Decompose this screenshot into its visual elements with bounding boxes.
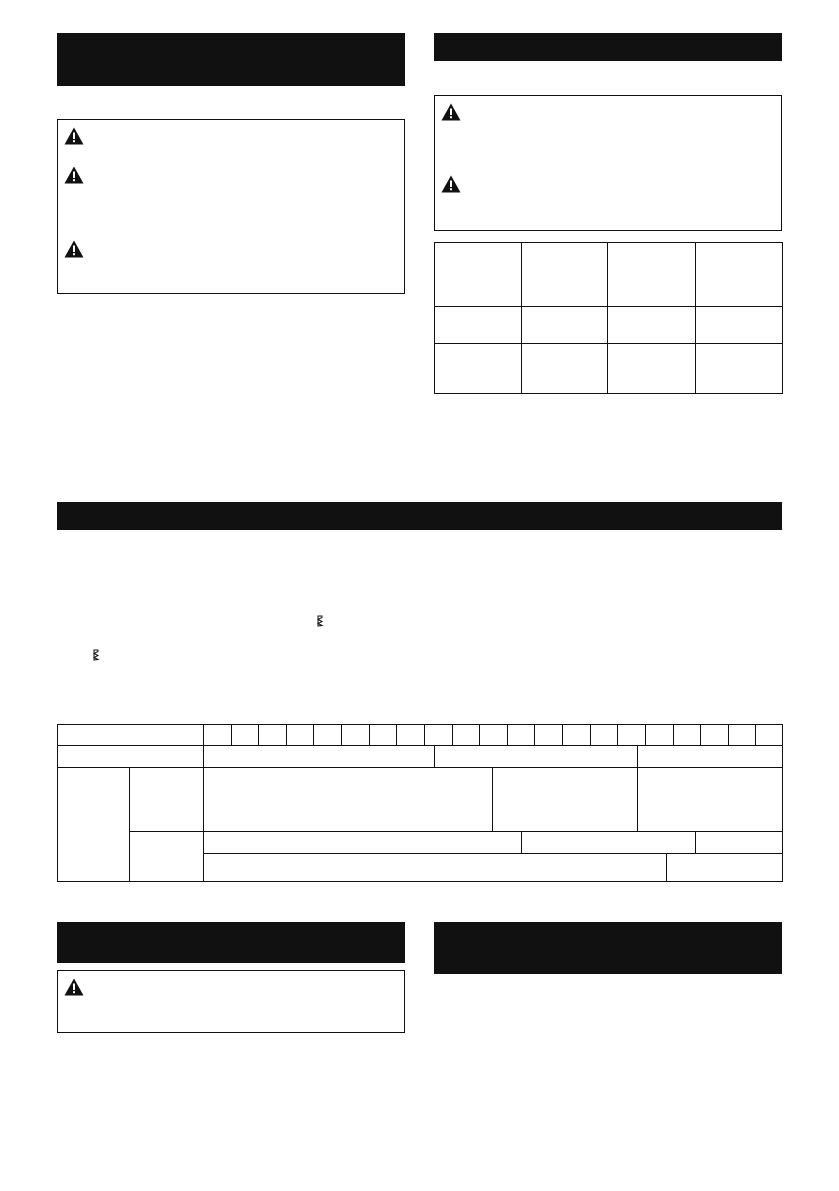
setting-number-cell: [645, 724, 673, 746]
setting-number-cell: [424, 724, 452, 746]
setting-number-cell: [286, 724, 314, 746]
table-cell: [696, 307, 783, 344]
setting-number-cell: [700, 724, 728, 746]
section-heading-bar: [434, 922, 782, 974]
setting-number-cell: [507, 724, 535, 746]
table-rule: [57, 767, 783, 768]
table-rule: [203, 853, 783, 854]
drill-bit-icon: [316, 615, 324, 627]
spec-table: [434, 242, 783, 394]
table-rule: [492, 767, 493, 832]
warning-triangle-icon: [441, 175, 461, 193]
setting-number-cell: [313, 724, 341, 746]
table-rule: [129, 767, 130, 882]
table-cell: [435, 344, 522, 394]
setting-number-cell: [231, 724, 259, 746]
table-cell: [608, 243, 696, 307]
table-rule: [695, 831, 696, 853]
setting-number-cell: [728, 724, 756, 746]
table-cell: [696, 344, 783, 394]
table-rule: [434, 745, 435, 767]
warning-box: [434, 95, 782, 231]
setting-number-cell: [617, 724, 645, 746]
table-rule: [57, 745, 783, 746]
table-cell: [522, 344, 608, 394]
table-rule: [666, 853, 667, 882]
setting-number-cell: [258, 724, 286, 746]
table-rule: [637, 745, 638, 832]
table-cell: [608, 344, 696, 394]
section-heading-bar: [57, 922, 405, 963]
setting-number-cell: [341, 724, 369, 746]
table-cell: [522, 307, 608, 344]
drill-bit-icon: [92, 649, 100, 661]
setting-number-cell: [479, 724, 507, 746]
section-heading-bar: [434, 33, 782, 61]
setting-number-cell: [203, 724, 231, 746]
setting-number-cell: [755, 724, 783, 746]
table-rule: [203, 724, 204, 882]
section-heading-bar: [57, 33, 405, 86]
setting-number-cell: [534, 724, 562, 746]
setting-number-cell: [369, 724, 397, 746]
table-cell: [696, 243, 783, 307]
warning-triangle-icon: [64, 127, 84, 145]
table-rule: [129, 831, 783, 832]
warning-triangle-icon: [64, 166, 84, 184]
settings-table: [57, 724, 783, 882]
table-rule: [521, 831, 522, 853]
table-cell: [608, 307, 696, 344]
table-cell: [435, 243, 522, 307]
setting-number-cell: [590, 724, 618, 746]
warning-box: [57, 119, 405, 294]
setting-number-cell: [396, 724, 424, 746]
warning-triangle-icon: [64, 240, 84, 258]
setting-number-cell: [452, 724, 480, 746]
setting-number-cell: [562, 724, 590, 746]
warning-box: [57, 970, 405, 1033]
table-cell: [522, 243, 608, 307]
warning-triangle-icon: [64, 978, 84, 996]
section-heading-bar: [57, 502, 782, 530]
table-cell: [435, 307, 522, 344]
warning-triangle-icon: [441, 103, 461, 121]
setting-number-cell: [673, 724, 701, 746]
